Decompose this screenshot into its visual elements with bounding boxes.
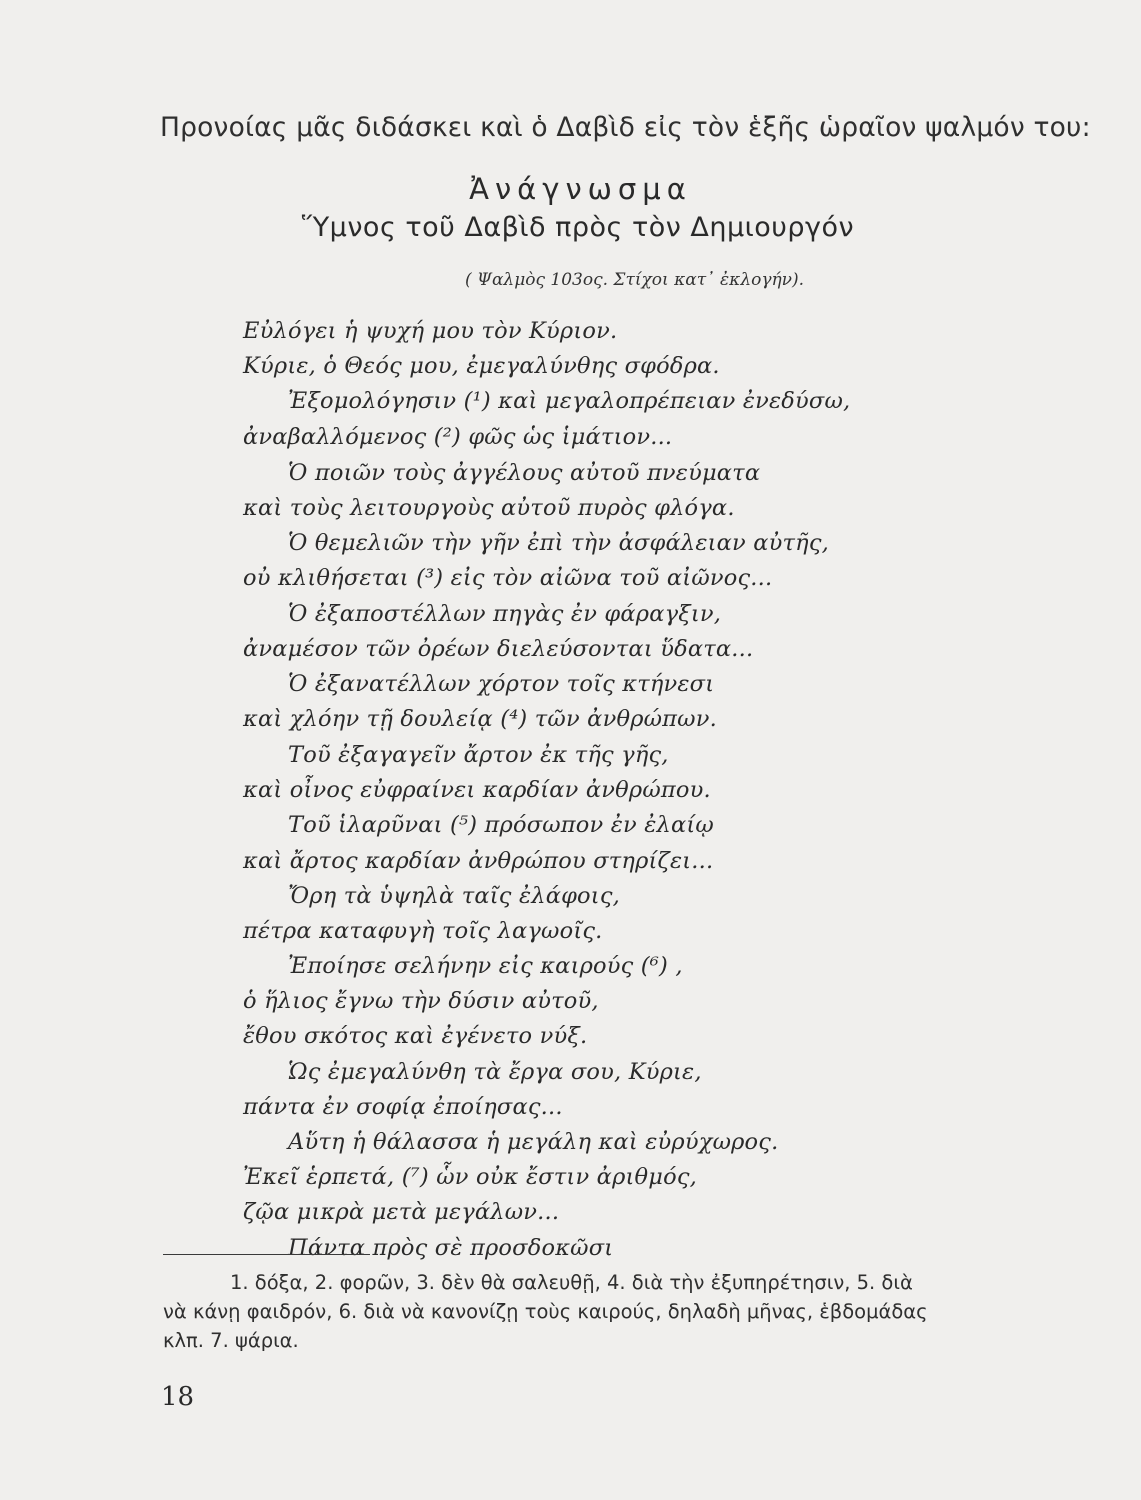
footnote-line: κλπ. 7. ψάρια. — [163, 1329, 299, 1352]
hymn-title: Ὕμνος τοῦ Δαβὶδ πρὸς τὸν Δημιουργόν — [301, 212, 855, 243]
verse-line: Ὡς ἐμεγαλύνθη τὰ ἔργα σου, Κύριε, — [288, 1059, 702, 1085]
verse-line: Ἐκεῖ ἑρπετά, (⁷) ὧν οὐκ ἔστιν ἀριθμός, — [243, 1164, 697, 1190]
verse-line: ἔθου σκότος καὶ ἐγένετο νύξ. — [243, 1023, 588, 1049]
verse-line: Κύριε, ὁ Θεός μου, ἐμεγαλύνθης σφόδρα. — [243, 353, 720, 379]
verse-line: ἀναμέσον τῶν ὀρέων διελεύσονται ὕδατα... — [243, 636, 754, 662]
footnote-line: νὰ κάνῃ φαιδρόν, 6. διὰ νὰ κανονίζῃ τοὺς καιρούς, δηλαδὴ μῆνας, ἑβδομάδας — [163, 1300, 928, 1323]
footnotes — [163, 1268, 1008, 1355]
verse-line: Εὐλόγει ἡ ψυχή μου τὸν Κύριον. — [243, 318, 618, 344]
verse-line: ὁ ἥλιος ἔγνω τὴν δύσιν αὐτοῦ, — [243, 988, 599, 1014]
verse-line: Πάντα πρὸς σὲ προσδοκῶσι — [288, 1235, 614, 1261]
footnote-separator — [163, 1254, 370, 1255]
verse-line: Ὁ ποιῶν τοὺς ἀγγέλους αὐτοῦ πνεύματα — [288, 460, 761, 486]
psalm-source: ( Ψαλμὸς 103ος. Στίχοι κατ᾿ ἐκλογήν). — [465, 270, 805, 290]
verse-line: Ὁ θεμελιῶν τὴν γῆν ἐπὶ τὴν ἀσφάλειαν αὐτῆς, — [288, 530, 830, 556]
verse-line: Ὄρη τὰ ὑψηλὰ ταῖς ἐλάφοις, — [288, 883, 620, 909]
verse-line: καὶ ἄρτος καρδίαν ἀνθρώπου στηρίζει... — [243, 848, 714, 874]
verse-line: Αὕτη ἡ θάλασσα ἡ μεγάλη καὶ εὐρύχωρος. — [288, 1129, 779, 1155]
verse-line: Ἐποίησε σελήνην εἰς καιρούς (⁶) , — [288, 953, 683, 979]
verse-line: πάντα ἐν σοφίᾳ ἐποίησας... — [243, 1094, 563, 1120]
verse-line: Ἐξομολόγησιν (¹) καὶ μεγαλοπρέπειαν ἐνεδύσω, — [288, 388, 851, 414]
verse-line: Τοῦ ἱλαρῦναι (⁵) πρόσωπον ἐν ἐλαίῳ — [288, 812, 714, 838]
footnote-line: 1. δόξα, 2. φορῶν, 3. δὲν θὰ σαλευθῇ, 4. διὰ τὴν ἐξυπηρέτησιν, 5. διὰ — [230, 1271, 913, 1294]
verse-line: Τοῦ ἐξαγαγεῖν ἄρτον ἐκ τῆς γῆς, — [288, 742, 669, 768]
reading-title: Ἀνάγνωσμα — [469, 172, 692, 206]
page-number: 18 — [161, 1382, 195, 1412]
verse-line: πέτρα καταφυγὴ τοῖς λαγωοῖς. — [243, 918, 603, 944]
intro-text: Προνοίας μᾶς διδάσκει καὶ ὁ Δαβὶδ εἰς τὸν ἑξῆς ὡραῖον ψαλμόν του: — [160, 112, 1091, 143]
verse-line: καὶ οἶνος εὐφραίνει καρδίαν ἀνθρώπου. — [243, 777, 711, 803]
verse-line: ζῷα μικρὰ μετὰ μεγάλων... — [243, 1199, 560, 1225]
verse-line: καὶ τοὺς λειτουργοὺς αὐτοῦ πυρὸς φλόγα. — [243, 495, 735, 521]
verse-line: Ὁ ἐξανατέλλων χόρτον τοῖς κτήνεσι — [288, 671, 715, 697]
verse-line: ἀναβαλλόμενος (²) φῶς ὡς ἱμάτιον... — [243, 424, 673, 450]
verse-line: οὐ κλιθήσεται (³) εἰς τὸν αἰῶνα τοῦ αἰῶνος... — [243, 565, 773, 591]
verse-line: καὶ χλόην τῇ δουλείᾳ (⁴) τῶν ἀνθρώπων. — [243, 706, 717, 732]
verse-line: Ὁ ἐξαποστέλλων πηγὰς ἐν φάραγξιν, — [288, 601, 722, 627]
